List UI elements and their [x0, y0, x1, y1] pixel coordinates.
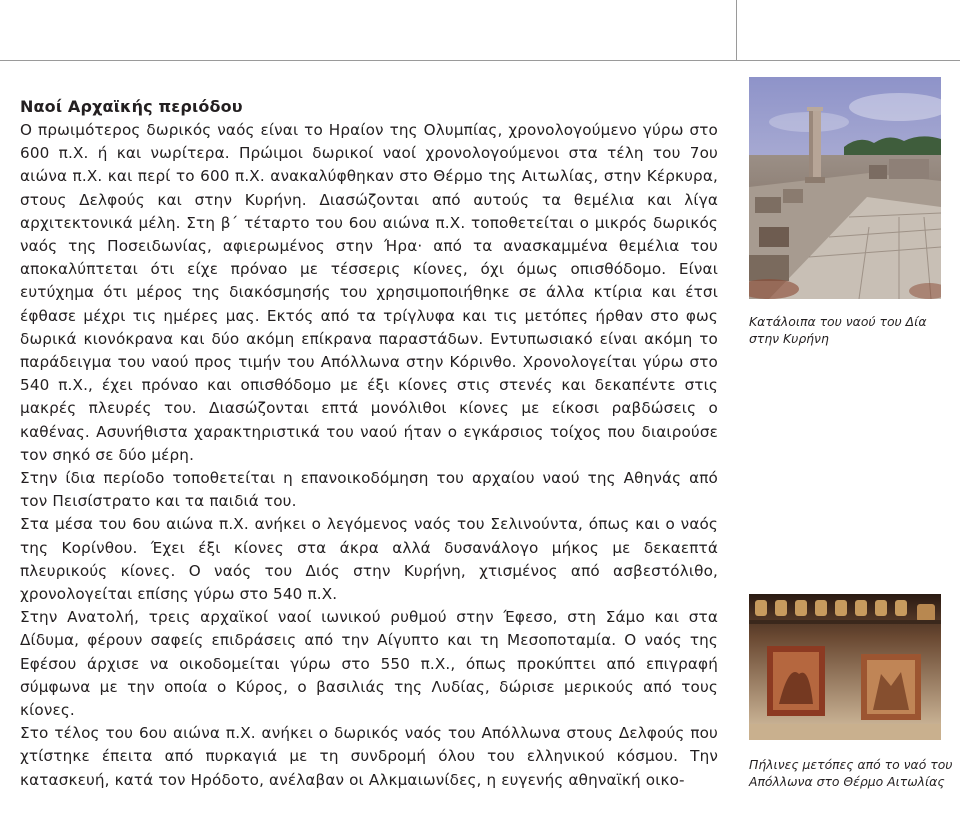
cyrene-photo-caption: Κατάλοιπα του ναού του Δία στην Κυρήνη	[749, 314, 927, 346]
paragraph: Στο τέλος του 6ου αιώνα π.Χ. ανήκει ο δωρικός ναός του Απόλλωνα στους Δελφούς που χτίστηκε έπειτα από πυρκαγιά με τη συνδρομή όλου του ελληνικού κόσμου. Την κατασκευή, κατά τον Ηρόδοτο, ανέλαβαν οι Αλκμαιωνίδες, η ευγενής αθηναϊκή οικο-	[20, 724, 718, 789]
paragraph: Στα μέσα του 6ου αιώνα π.Χ. ανήκει ο λεγόμενος ναός του Σελινούντα, όπως και ο ναός της Κορίνθου. Έχει έξι κίονες στα άκρα αλλά δυσανάλογο μήκος με δεκαεπτά πλευρικούς κίονες. Ο ναός του Διός στην Κυρήνη, χτισμένος από ασβεστόλιθο, χρονολογείται επίσης γύρω στο 540 π.Χ.	[20, 515, 718, 604]
metopes-photo-caption: Πήλινες μετόπες από το ναό του Απόλλωνα στο Θέρμο Αιτωλίας	[749, 757, 953, 789]
cyrene-ruins-photo	[749, 77, 941, 299]
top-horizontal-rule	[0, 60, 960, 61]
top-vertical-rule	[736, 0, 737, 60]
paragraph: Στην ίδια περίοδο τοποθετείται η επανοικοδόμηση του αρχαίου ναού της Αθηνάς από τον Πεισίστρατο και τα παιδιά του.	[20, 469, 718, 511]
article-body	[20, 95, 718, 792]
thermos-metopes-photo	[749, 594, 941, 740]
section-title: Ναοί Αρχαϊκής περιόδου	[20, 97, 243, 116]
paragraph: Ο πρωιμότερος δωρικός ναός είναι το Ηραίον της Ολυμπίας, χρονολογούμενο γύρω στο 600 π.Χ. ή και νωρίτερα. Πρώιμοι δωρικοί ναοί χρονολογούμενοι στα τέλη του 7ου αιώνα π.Χ. και περί το 600 π.Χ. ανακαλύφθηκαν στο Θέρμο της Αιτωλίας, στην Κέρκυρα, στους Δελφούς και στην Κυρήνη. Διασώζονται από αυτούς τα θεμέλια και λίγα αρχιτεκτονικά μέλη. Στη β΄ τέταρτο του 6ου αιώνα π.Χ. τοποθετείται ο μικρός δωρικός ναός της Ποσειδωνίας, αφιερωμένος στην Ήρα· από τα ανασκαμμένα θεμέλια του αποκαλύπτεται ότι είχε πρόναο με τέσσερις κίονες, όχι όμως οπισθόδομο. Είναι ευτύχημα ότι μέρος της διακόσμησής του χρησιμοποιήθηκε σε άλλα κτίρια και έτσι έφθασε μέχρι τις ημέρες μας. Εκτός από τα τρίγλυφα και τις μετόπες ήρθαν στο φως δωρικά κιονόκρανα και δύο ακόμη επίκρανα παραστάδων. Εντυπωσιακό είναι ακόμη το παράδειγμα του ναού προς τιμήν του Απόλλωνα στην Κόρινθο. Χρονολογείται γύρω στο 540 π.Χ., έχει πρόναο και οπισθόδομο με έξι κίονες στις στενές και δεκαπέντε στις μακρές πλευρές του. Διασώζονται επτά μονόλιθοι κίονες με είκοσι ραβδώσεις ο καθένας. Ασυνήθιστα χαρακτηριστικά του ναού ήταν ο εγκάρσιος τοίχος που διαιρούσε τον σηκό σε δύο μέρη.	[20, 121, 718, 464]
paragraph: Στην Ανατολή, τρεις αρχαϊκοί ναοί ιωνικού ρυθμού στην Έφεσο, στη Σάμο και στα Δίδυμα, φέρουν σαφείς επιδράσεις από την Αίγυπτο και τη Μεσοποταμία. Ο ναός της Εφέσου άρχισε να οικοδομείται γύρω στο 550 π.Χ., όπως προκύπτει από επιγραφή σύμφωνα με την οποία ο Κύρος, ο βασιλιάς της Λυδίας, δώρισε μερικούς από τους κίονες.	[20, 608, 718, 720]
